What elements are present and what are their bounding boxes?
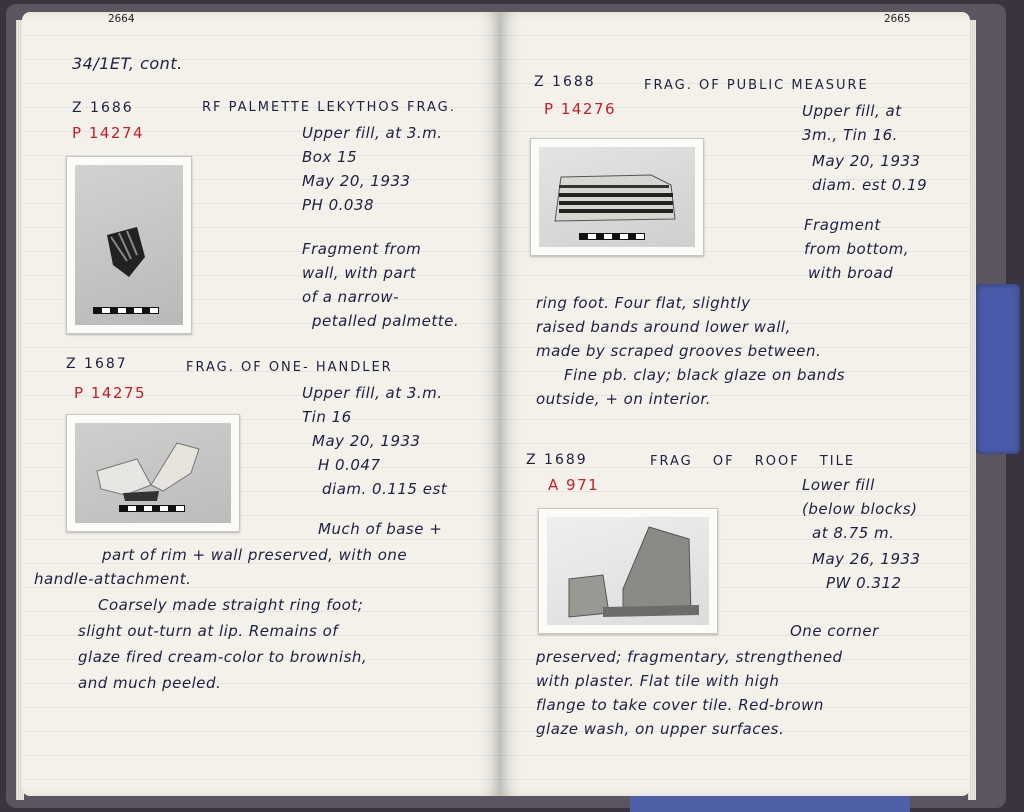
desc-line: with broad (808, 264, 894, 282)
photo-one-handler-fragment (66, 414, 240, 532)
note-line: diam. est 0.19 (812, 176, 928, 194)
p-number: A 971 (548, 476, 600, 494)
note-line: May 26, 1933 (812, 550, 921, 568)
desc-line: petalled palmette. (312, 312, 460, 330)
scale-bar (119, 505, 185, 512)
entry-id: Z 1687 (66, 356, 128, 372)
continuation-header: 34/1ET, cont. (72, 54, 183, 73)
note-line: May 20, 1933 (312, 432, 421, 450)
entry-title: FRAG OF ROOF TILE (650, 454, 856, 469)
desc-line: handle-attachment. (34, 570, 192, 588)
entry-id: Z 1689 (526, 452, 588, 468)
desc-line: preserved; fragmentary, strengthened (536, 648, 843, 666)
left-page (22, 12, 500, 796)
page-number: 2665 (884, 12, 911, 25)
desc-line: made by scraped grooves between. (536, 342, 822, 360)
desc-line: raised bands around lower wall, (536, 318, 791, 336)
note-line: Upper fill, at 3.m. (302, 384, 443, 402)
note-line: May 20, 1933 (812, 152, 921, 170)
desc-line: wall, with part (302, 264, 417, 282)
desc-line: glaze fired cream-color to brownish, (78, 648, 368, 666)
note-line: 3m., Tin 16. (802, 126, 898, 144)
note-line: PH 0.038 (302, 196, 375, 214)
scale-bar (579, 233, 645, 240)
fragment-image (539, 509, 717, 633)
fragment-image (67, 415, 239, 531)
desc-line: Much of base + (318, 520, 443, 538)
entry-title: RF PALMETTE LEKYTHOS FRAG. (202, 100, 456, 115)
note-line: at 8.75 m. (812, 524, 895, 542)
p-number: P 14275 (74, 384, 147, 402)
photo-lekythos-fragment (66, 156, 192, 334)
desc-line: ring foot. Four flat, slightly (536, 294, 751, 312)
page-number: 2664 (108, 12, 135, 25)
desc-line: Fragment (804, 216, 881, 234)
note-line: May 20, 1933 (302, 172, 411, 190)
note-line: diam. 0.115 est (322, 480, 448, 498)
note-line: Upper fill, at (802, 102, 902, 120)
desc-line: of a narrow- (302, 288, 400, 306)
scale-bar (93, 307, 159, 314)
p-number: P 14274 (72, 124, 145, 142)
desc-line: with plaster. Flat tile with high (536, 672, 780, 690)
desc-line: slight out-turn at lip. Remains of (78, 622, 339, 640)
desc-line: and much peeled. (78, 674, 222, 692)
note-line: Upper fill, at 3.m. (302, 124, 443, 142)
entry-id: Z 1688 (534, 74, 596, 90)
note-line: Lower fill (802, 476, 875, 494)
note-line: (below blocks) (802, 500, 918, 518)
note-line: Box 15 (302, 148, 358, 166)
entry-title: FRAG. OF PUBLIC MEASURE (644, 78, 869, 93)
desc-line: part of rim + wall preserved, with one (102, 546, 408, 564)
bookmark-ribbon (976, 284, 1020, 454)
note-line: H 0.047 (318, 456, 381, 474)
entry-title: FRAG. OF ONE- HANDLER (186, 360, 393, 375)
desc-line: One corner (790, 622, 879, 640)
p-number: P 14276 (544, 100, 617, 118)
photo-public-measure-fragment (530, 138, 704, 256)
desc-line: from bottom, (804, 240, 910, 258)
desc-line: Fragment from (302, 240, 422, 258)
desc-line: Fine pb. clay; black glaze on bands (564, 366, 846, 384)
entry-id: Z 1686 (72, 100, 134, 116)
note-line: PW 0.312 (826, 574, 902, 592)
note-line: Tin 16 (302, 408, 352, 426)
desc-line: flange to take cover tile. Red-brown (536, 696, 824, 714)
desc-line: outside, + on interior. (536, 390, 711, 408)
desc-line: glaze wash, on upper surfaces. (536, 720, 785, 738)
right-page (500, 12, 970, 796)
photo-roof-tile-fragment (538, 508, 718, 634)
desc-line: Coarsely made straight ring foot; (98, 596, 364, 614)
